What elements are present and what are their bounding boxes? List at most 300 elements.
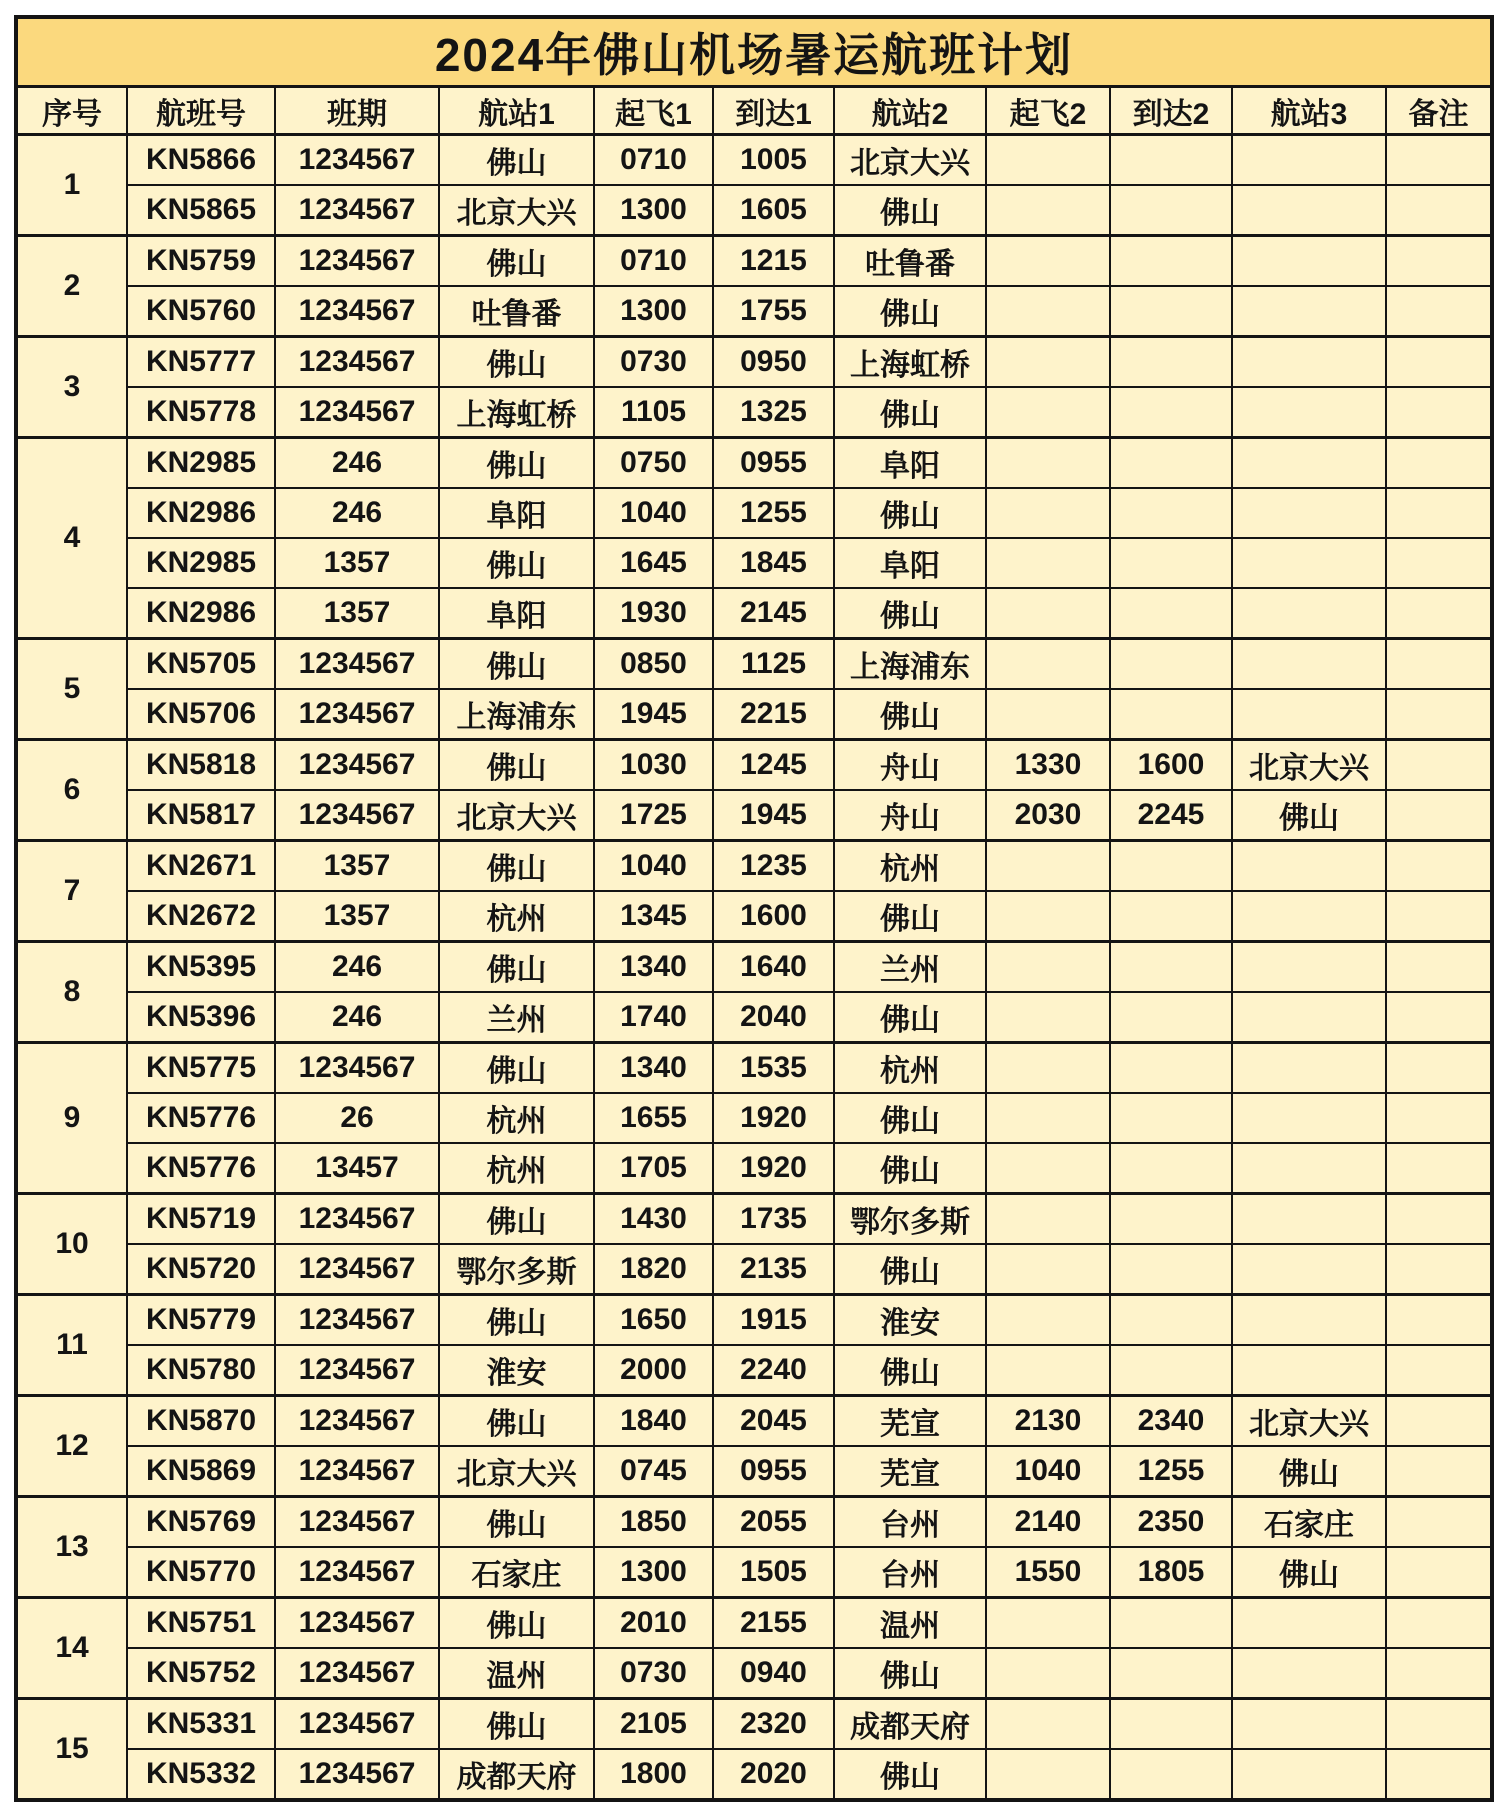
remark-cell xyxy=(1386,1547,1492,1598)
arr2-cell: 1805 xyxy=(1110,1547,1232,1598)
arr1-cell: 2145 xyxy=(713,588,834,639)
arr1-cell: 2155 xyxy=(713,1598,834,1649)
arr2-cell xyxy=(1110,992,1232,1043)
station1-cell: 佛山 xyxy=(439,236,594,287)
flight-number-cell: KN5332 xyxy=(127,1749,275,1800)
flight-row xyxy=(16,1547,1492,1598)
group-number-cell: 7 xyxy=(16,841,127,942)
station2-cell: 芜宣 xyxy=(834,1396,986,1447)
arr1-cell: 1005 xyxy=(713,135,834,186)
flight-number-cell: KN5706 xyxy=(127,689,275,740)
station3-cell xyxy=(1232,1194,1386,1245)
remark-cell xyxy=(1386,1749,1492,1800)
arr1-cell: 2055 xyxy=(713,1497,834,1548)
dep2-cell xyxy=(986,438,1110,489)
arr2-cell xyxy=(1110,1194,1232,1245)
flight-number-cell: KN5759 xyxy=(127,236,275,287)
group-number-cell: 3 xyxy=(16,337,127,438)
station3-cell xyxy=(1232,1598,1386,1649)
station2-cell: 芜宣 xyxy=(834,1446,986,1497)
dep1-cell: 1945 xyxy=(594,689,713,740)
dep1-cell: 1300 xyxy=(594,1547,713,1598)
arr1-cell: 1245 xyxy=(713,740,834,791)
station1-cell: 上海虹桥 xyxy=(439,387,594,438)
column-header-station2: 航站2 xyxy=(834,87,986,135)
arr2-cell xyxy=(1110,942,1232,993)
flight-row xyxy=(16,1295,1492,1346)
flight-number-cell: KN2986 xyxy=(127,488,275,538)
remark-cell xyxy=(1386,286,1492,337)
station3-cell xyxy=(1232,236,1386,287)
station2-cell: 杭州 xyxy=(834,1043,986,1094)
flight-row xyxy=(16,1699,1492,1750)
arr2-cell xyxy=(1110,689,1232,740)
remark-cell xyxy=(1386,1396,1492,1447)
station3-cell xyxy=(1232,1143,1386,1194)
remark-cell xyxy=(1386,841,1492,892)
column-header-days: 班期 xyxy=(275,87,439,135)
dep2-cell: 2130 xyxy=(986,1396,1110,1447)
column-header-station1: 航站1 xyxy=(439,87,594,135)
arr2-cell: 2350 xyxy=(1110,1497,1232,1548)
station1-cell: 杭州 xyxy=(439,891,594,942)
dep1-cell: 0750 xyxy=(594,438,713,489)
station1-cell: 佛山 xyxy=(439,1598,594,1649)
flight-number-cell: KN5779 xyxy=(127,1295,275,1346)
flight-row xyxy=(16,1143,1492,1194)
flight-number-cell: KN5780 xyxy=(127,1345,275,1396)
station2-cell: 佛山 xyxy=(834,185,986,236)
days-cell: 1234567 xyxy=(275,1345,439,1396)
arr2-cell: 1600 xyxy=(1110,740,1232,791)
column-header-flight-no: 航班号 xyxy=(127,87,275,135)
dep2-cell xyxy=(986,1093,1110,1143)
dep1-cell: 1030 xyxy=(594,740,713,791)
flight-row xyxy=(16,185,1492,236)
arr2-cell: 2245 xyxy=(1110,790,1232,841)
station3-cell xyxy=(1232,1749,1386,1800)
station2-cell: 佛山 xyxy=(834,1345,986,1396)
flight-row xyxy=(16,488,1492,538)
station2-cell: 佛山 xyxy=(834,1093,986,1143)
days-cell: 1234567 xyxy=(275,286,439,337)
flight-row xyxy=(16,1497,1492,1548)
days-cell: 1234567 xyxy=(275,185,439,236)
flight-number-cell: KN5760 xyxy=(127,286,275,337)
arr1-cell: 1735 xyxy=(713,1194,834,1245)
remark-cell xyxy=(1386,488,1492,538)
arr1-cell: 2215 xyxy=(713,689,834,740)
flight-number-cell: KN5775 xyxy=(127,1043,275,1094)
dep2-cell xyxy=(986,286,1110,337)
flight-row xyxy=(16,1244,1492,1295)
column-header-dep2: 起飞2 xyxy=(986,87,1110,135)
days-cell: 1357 xyxy=(275,588,439,639)
dep2-cell xyxy=(986,1648,1110,1699)
dep1-cell: 2000 xyxy=(594,1345,713,1396)
remark-cell xyxy=(1386,689,1492,740)
dep1-cell: 0710 xyxy=(594,135,713,186)
arr1-cell: 0955 xyxy=(713,438,834,489)
days-cell: 1234567 xyxy=(275,1194,439,1245)
station2-cell: 佛山 xyxy=(834,1244,986,1295)
arr1-cell: 1255 xyxy=(713,488,834,538)
arr2-cell xyxy=(1110,488,1232,538)
station1-cell: 杭州 xyxy=(439,1093,594,1143)
dep2-cell xyxy=(986,135,1110,186)
arr2-cell: 2340 xyxy=(1110,1396,1232,1447)
flight-row xyxy=(16,841,1492,892)
days-cell: 1234567 xyxy=(275,1749,439,1800)
station3-cell: 佛山 xyxy=(1232,790,1386,841)
flight-number-cell: KN5776 xyxy=(127,1093,275,1143)
station3-cell xyxy=(1232,891,1386,942)
arr1-cell: 2020 xyxy=(713,1749,834,1800)
station2-cell: 佛山 xyxy=(834,992,986,1043)
arr1-cell: 0955 xyxy=(713,1446,834,1497)
station3-cell: 石家庄 xyxy=(1232,1497,1386,1548)
dep2-cell xyxy=(986,841,1110,892)
flight-row xyxy=(16,286,1492,337)
station1-cell: 佛山 xyxy=(439,1497,594,1548)
group-number-cell: 13 xyxy=(16,1497,127,1598)
dep2-cell xyxy=(986,1295,1110,1346)
station1-cell: 佛山 xyxy=(439,438,594,489)
arr1-cell: 1845 xyxy=(713,538,834,588)
station1-cell: 佛山 xyxy=(439,841,594,892)
dep2-cell xyxy=(986,1345,1110,1396)
days-cell: 1234567 xyxy=(275,1043,439,1094)
dep2-cell xyxy=(986,1194,1110,1245)
dep2-cell xyxy=(986,689,1110,740)
remark-cell xyxy=(1386,588,1492,639)
flight-row xyxy=(16,689,1492,740)
days-cell: 26 xyxy=(275,1093,439,1143)
arr1-cell: 2040 xyxy=(713,992,834,1043)
station3-cell xyxy=(1232,1295,1386,1346)
days-cell: 1234567 xyxy=(275,1598,439,1649)
flight-schedule-table xyxy=(14,15,1494,1802)
group-number-cell: 8 xyxy=(16,942,127,1043)
station2-cell: 佛山 xyxy=(834,1749,986,1800)
dep1-cell: 0710 xyxy=(594,236,713,287)
days-cell: 1357 xyxy=(275,891,439,942)
arr2-cell xyxy=(1110,337,1232,388)
station2-cell: 兰州 xyxy=(834,942,986,993)
station1-cell: 鄂尔多斯 xyxy=(439,1244,594,1295)
flight-row xyxy=(16,1194,1492,1245)
remark-cell xyxy=(1386,1345,1492,1396)
title-row xyxy=(16,17,1492,87)
station1-cell: 石家庄 xyxy=(439,1547,594,1598)
days-cell: 1357 xyxy=(275,538,439,588)
dep2-cell xyxy=(986,185,1110,236)
arr2-cell xyxy=(1110,1295,1232,1346)
arr2-cell xyxy=(1110,1345,1232,1396)
days-cell: 1234567 xyxy=(275,1699,439,1750)
arr1-cell: 0940 xyxy=(713,1648,834,1699)
arr1-cell: 1945 xyxy=(713,790,834,841)
station1-cell: 阜阳 xyxy=(439,588,594,639)
remark-cell xyxy=(1386,1648,1492,1699)
dep2-cell xyxy=(986,639,1110,690)
flight-row xyxy=(16,790,1492,841)
dep1-cell: 1430 xyxy=(594,1194,713,1245)
dep2-cell xyxy=(986,1749,1110,1800)
days-cell: 1234567 xyxy=(275,135,439,186)
station2-cell: 佛山 xyxy=(834,286,986,337)
station3-cell: 北京大兴 xyxy=(1232,1396,1386,1447)
station3-cell xyxy=(1232,841,1386,892)
station3-cell xyxy=(1232,538,1386,588)
station3-cell xyxy=(1232,942,1386,993)
flight-row xyxy=(16,1093,1492,1143)
flight-number-cell: KN2985 xyxy=(127,538,275,588)
dep1-cell: 2010 xyxy=(594,1598,713,1649)
days-cell: 246 xyxy=(275,942,439,993)
days-cell: 1234567 xyxy=(275,387,439,438)
flight-number-cell: KN5769 xyxy=(127,1497,275,1548)
station3-cell: 北京大兴 xyxy=(1232,740,1386,791)
station2-cell: 上海虹桥 xyxy=(834,337,986,388)
days-cell: 1234567 xyxy=(275,337,439,388)
dep1-cell: 1650 xyxy=(594,1295,713,1346)
dep1-cell: 1655 xyxy=(594,1093,713,1143)
flight-number-cell: KN2672 xyxy=(127,891,275,942)
arr1-cell: 1600 xyxy=(713,891,834,942)
remark-cell xyxy=(1386,740,1492,791)
station2-cell: 佛山 xyxy=(834,387,986,438)
station3-cell xyxy=(1232,135,1386,186)
station2-cell: 佛山 xyxy=(834,891,986,942)
column-header-station3: 航站3 xyxy=(1232,87,1386,135)
dep1-cell: 1345 xyxy=(594,891,713,942)
flight-number-cell: KN5818 xyxy=(127,740,275,791)
flight-number-cell: KN5705 xyxy=(127,639,275,690)
arr1-cell: 1505 xyxy=(713,1547,834,1598)
dep1-cell: 1705 xyxy=(594,1143,713,1194)
flight-number-cell: KN5719 xyxy=(127,1194,275,1245)
arr2-cell xyxy=(1110,438,1232,489)
arr1-cell: 2320 xyxy=(713,1699,834,1750)
flight-row xyxy=(16,236,1492,287)
flight-number-cell: KN5396 xyxy=(127,992,275,1043)
arr2-cell xyxy=(1110,588,1232,639)
column-header-arr2: 到达2 xyxy=(1110,87,1232,135)
station2-cell: 阜阳 xyxy=(834,438,986,489)
remark-cell xyxy=(1386,790,1492,841)
flight-number-cell: KN5776 xyxy=(127,1143,275,1194)
arr1-cell: 1235 xyxy=(713,841,834,892)
days-cell: 1234567 xyxy=(275,1295,439,1346)
station1-cell: 阜阳 xyxy=(439,488,594,538)
arr2-cell xyxy=(1110,286,1232,337)
days-cell: 13457 xyxy=(275,1143,439,1194)
station1-cell: 杭州 xyxy=(439,1143,594,1194)
dep1-cell: 1740 xyxy=(594,992,713,1043)
flight-number-cell: KN5866 xyxy=(127,135,275,186)
days-cell: 246 xyxy=(275,438,439,489)
flight-number-cell: KN2671 xyxy=(127,841,275,892)
flight-number-cell: KN5751 xyxy=(127,1598,275,1649)
station2-cell: 鄂尔多斯 xyxy=(834,1194,986,1245)
flight-number-cell: KN5869 xyxy=(127,1446,275,1497)
group-number-cell: 14 xyxy=(16,1598,127,1699)
column-header-row xyxy=(16,87,1492,135)
flight-row xyxy=(16,639,1492,690)
column-header-arr1: 到达1 xyxy=(713,87,834,135)
arr1-cell: 1915 xyxy=(713,1295,834,1346)
arr2-cell xyxy=(1110,236,1232,287)
station1-cell: 佛山 xyxy=(439,942,594,993)
arr2-cell xyxy=(1110,841,1232,892)
flight-row xyxy=(16,1749,1492,1800)
column-header-seq: 序号 xyxy=(16,87,127,135)
dep2-cell: 2030 xyxy=(986,790,1110,841)
dep1-cell: 1645 xyxy=(594,538,713,588)
group-number-cell: 4 xyxy=(16,438,127,639)
arr2-cell xyxy=(1110,1043,1232,1094)
station2-cell: 佛山 xyxy=(834,1648,986,1699)
remark-cell xyxy=(1386,236,1492,287)
flight-number-cell: KN5865 xyxy=(127,185,275,236)
dep2-cell xyxy=(986,1699,1110,1750)
station1-cell: 北京大兴 xyxy=(439,185,594,236)
station2-cell: 杭州 xyxy=(834,841,986,892)
station2-cell: 阜阳 xyxy=(834,538,986,588)
days-cell: 1234567 xyxy=(275,689,439,740)
station3-cell xyxy=(1232,992,1386,1043)
remark-cell xyxy=(1386,538,1492,588)
station1-cell: 佛山 xyxy=(439,337,594,388)
station1-cell: 佛山 xyxy=(439,538,594,588)
station2-cell: 佛山 xyxy=(834,488,986,538)
station1-cell: 兰州 xyxy=(439,992,594,1043)
station3-cell: 佛山 xyxy=(1232,1547,1386,1598)
dep1-cell: 1725 xyxy=(594,790,713,841)
arr1-cell: 1755 xyxy=(713,286,834,337)
station1-cell: 淮安 xyxy=(439,1345,594,1396)
group-number-cell: 2 xyxy=(16,236,127,337)
days-cell: 1234567 xyxy=(275,1547,439,1598)
arr1-cell: 1920 xyxy=(713,1143,834,1194)
remark-cell xyxy=(1386,387,1492,438)
flight-row xyxy=(16,1396,1492,1447)
station1-cell: 佛山 xyxy=(439,1194,594,1245)
arr2-cell xyxy=(1110,538,1232,588)
column-header-dep1: 起飞1 xyxy=(594,87,713,135)
station3-cell xyxy=(1232,588,1386,639)
flight-row xyxy=(16,740,1492,791)
remark-cell xyxy=(1386,891,1492,942)
dep2-cell xyxy=(986,488,1110,538)
flight-row xyxy=(16,337,1492,388)
dep1-cell: 1040 xyxy=(594,841,713,892)
arr1-cell: 2240 xyxy=(713,1345,834,1396)
station1-cell: 温州 xyxy=(439,1648,594,1699)
station2-cell: 温州 xyxy=(834,1598,986,1649)
dep2-cell xyxy=(986,1143,1110,1194)
station2-cell: 佛山 xyxy=(834,689,986,740)
days-cell: 1234567 xyxy=(275,1497,439,1548)
flight-number-cell: KN2985 xyxy=(127,438,275,489)
station3-cell xyxy=(1232,689,1386,740)
remark-cell xyxy=(1386,1043,1492,1094)
arr1-cell: 1535 xyxy=(713,1043,834,1094)
arr2-cell xyxy=(1110,1699,1232,1750)
remark-cell xyxy=(1386,1143,1492,1194)
days-cell: 1234567 xyxy=(275,1244,439,1295)
arr2-cell xyxy=(1110,1093,1232,1143)
dep1-cell: 1800 xyxy=(594,1749,713,1800)
station2-cell: 舟山 xyxy=(834,740,986,791)
station2-cell: 上海浦东 xyxy=(834,639,986,690)
arr2-cell xyxy=(1110,135,1232,186)
dep1-cell: 1300 xyxy=(594,185,713,236)
flight-number-cell: KN5331 xyxy=(127,1699,275,1750)
arr2-cell: 1255 xyxy=(1110,1446,1232,1497)
flight-row xyxy=(16,992,1492,1043)
dep1-cell: 1040 xyxy=(594,488,713,538)
arr1-cell: 2135 xyxy=(713,1244,834,1295)
dep1-cell: 1930 xyxy=(594,588,713,639)
dep2-cell xyxy=(986,1043,1110,1094)
flight-row xyxy=(16,387,1492,438)
station1-cell: 佛山 xyxy=(439,1396,594,1447)
dep2-cell: 1040 xyxy=(986,1446,1110,1497)
dep2-cell xyxy=(986,992,1110,1043)
arr2-cell xyxy=(1110,1648,1232,1699)
station3-cell xyxy=(1232,1043,1386,1094)
station2-cell: 成都天府 xyxy=(834,1699,986,1750)
station2-cell: 佛山 xyxy=(834,1143,986,1194)
arr1-cell: 1125 xyxy=(713,639,834,690)
station3-cell xyxy=(1232,337,1386,388)
days-cell: 246 xyxy=(275,488,439,538)
dep2-cell xyxy=(986,236,1110,287)
arr1-cell: 1325 xyxy=(713,387,834,438)
flight-row xyxy=(16,588,1492,639)
flight-row xyxy=(16,1345,1492,1396)
flight-row xyxy=(16,538,1492,588)
dep2-cell: 1550 xyxy=(986,1547,1110,1598)
arr1-cell: 2045 xyxy=(713,1396,834,1447)
days-cell: 1234567 xyxy=(275,1648,439,1699)
station3-cell xyxy=(1232,286,1386,337)
remark-cell xyxy=(1386,337,1492,388)
remark-cell xyxy=(1386,1194,1492,1245)
station3-cell xyxy=(1232,1093,1386,1143)
station3-cell xyxy=(1232,488,1386,538)
arr1-cell: 1640 xyxy=(713,942,834,993)
days-cell: 1234567 xyxy=(275,790,439,841)
station1-cell: 佛山 xyxy=(439,740,594,791)
group-number-cell: 10 xyxy=(16,1194,127,1295)
group-number-cell: 5 xyxy=(16,639,127,740)
station3-cell xyxy=(1232,387,1386,438)
station3-cell xyxy=(1232,1699,1386,1750)
flight-number-cell: KN5720 xyxy=(127,1244,275,1295)
flight-row xyxy=(16,1648,1492,1699)
dep2-cell xyxy=(986,891,1110,942)
dep2-cell xyxy=(986,1244,1110,1295)
remark-cell xyxy=(1386,639,1492,690)
group-number-cell: 12 xyxy=(16,1396,127,1497)
arr1-cell: 1920 xyxy=(713,1093,834,1143)
flight-number-cell: KN5817 xyxy=(127,790,275,841)
arr2-cell xyxy=(1110,1143,1232,1194)
remark-cell xyxy=(1386,1699,1492,1750)
